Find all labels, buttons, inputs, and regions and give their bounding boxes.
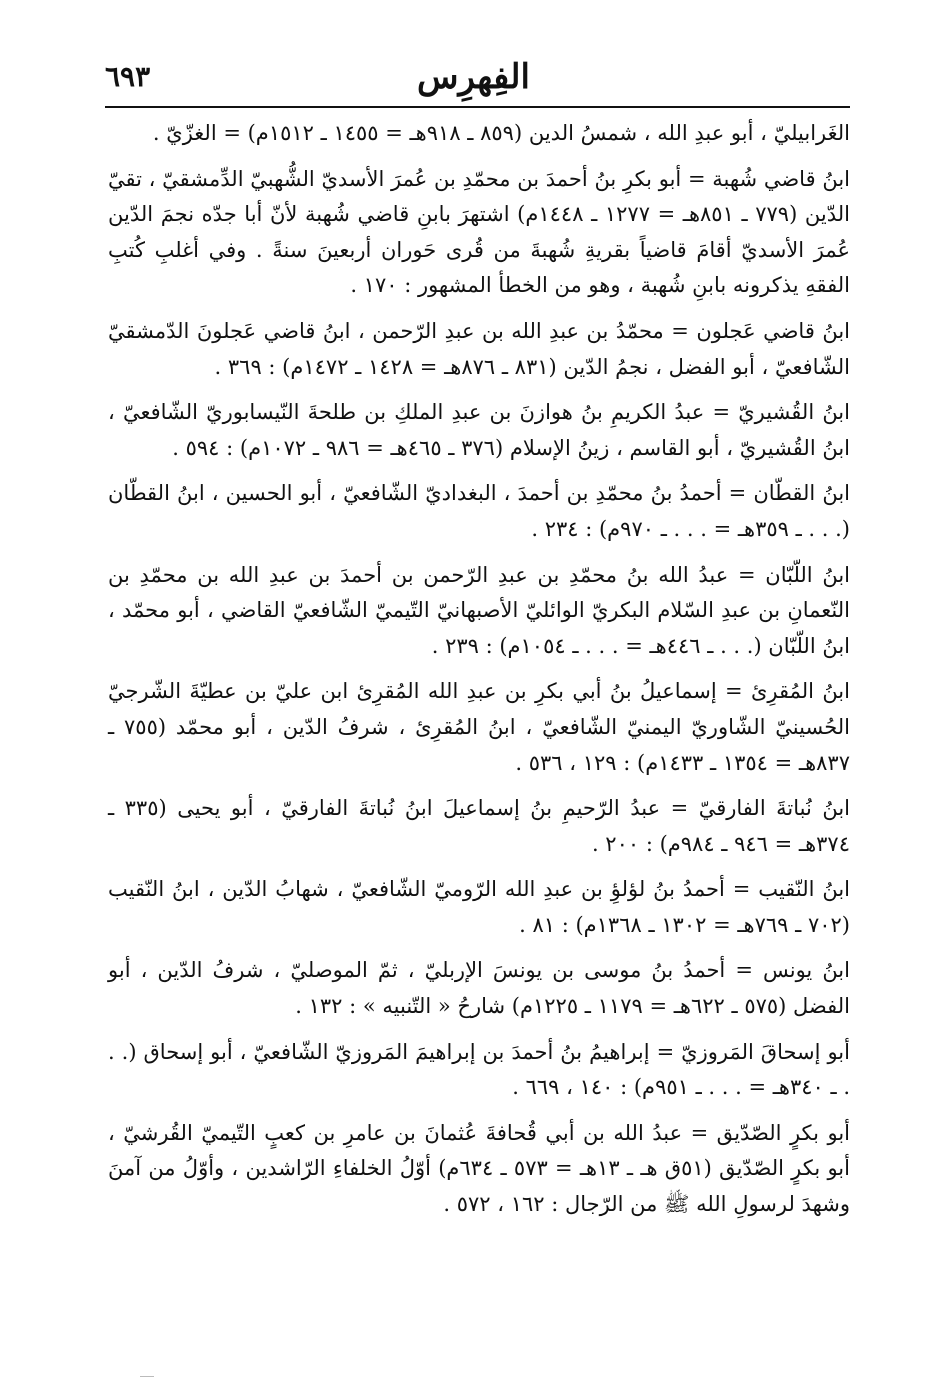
page-title: الفِهرِس — [417, 57, 530, 97]
index-entry: الغَرابيليّ ، أبو عبدِ الله ، شمسُ الدين (٨٥٩ ـ ٩١٨هـ = ١٤٥٥ ـ ١٥١٢م) = الغزّيّ . — [152, 121, 850, 145]
index-entry: ابنُ القطّان = أحمدُ بنُ محمّدِ بن أحمدَ ، البغداديّ الشّافعيّ ، أبو الحسين ، ابنُ القطّان (. . . ـ ٣٥٩هـ = . . . ـ ٩٧٠م) : ٢٣٤ . — [108, 481, 850, 541]
header-divider — [105, 106, 850, 108]
index-entry: ابنُ اللّبّان = عبدُ الله بنُ محمّدِ بن عبدِ الرّحمن بن أحمدَ بن عبدِ الله بن محمّدِ بن النّعمانِ بن عبدِ السّلام البكريّ الوائليّ الأصبهانيّ التّيميّ الشّافعيّ القاضي ، أبو محمّد ، ابنُ اللّبّان (. . . ـ ٤٤٦هـ = . . . ـ ١٠٥٤م) : ٢٣٩ . — [108, 562, 850, 658]
running-header — [105, 52, 850, 102]
page-number: ٦٩٣ — [105, 60, 151, 93]
index-entry: ابنُ نُباتةَ الفارقيّ = عبدُ الرّحيمِ بنُ إسماعيلَ ابنُ نُباتةَ الفارقيّ ، أبو يحيى (٣٣٥ ـ ٣٧٤هـ = ٩٤٦ ـ ٩٨٤م) : ٢٠٠ . — [108, 796, 851, 856]
index-entry: ابنُ النّقيب = أحمدُ بنُ لؤلؤِ بن عبدِ الله الرّوميّ الشّافعيّ ، شهابُ الدّين ، ابنُ النّقيب (٧٠٢ ـ ٧٦٩هـ = ١٣٠٢ ـ ١٣٦٨م) : ٨١ . — [108, 877, 850, 937]
index-entry: ابنُ قاضي شُهبة = أبو بكرِ بنُ أحمدَ بن محمّدِ بن عُمرَ الأسديّ الشُّهبيّ الدِّمشقيّ ، تقيّ الدّين (٧٧٩ ـ ٨٥١هـ = ١٢٧٧ ـ ١٤٤٨م) اشتهرَ بابنِ قاضي شُهبة لأنّ أبا جدّه نجمَ الدّين عُمرَ الأسديّ أقامَ قاضياً بقريةِ شُهبةَ من قُرى حَوران أربعينَ سنةً . وفي أغلبِ كُتبِ الفقهِ يذكرونه بابنِ شُهبة ، وهو من الخطأ المشهور : ١٧٠ . — [108, 166, 850, 298]
index-entry: ابنُ المُقرِئ = إسماعيلُ بنُ أبي بكرِ بن عبدِ الله المُقرِئ ابن عليّ بن عطيّةَ الشّرجيّ الحُسينيّ الشّاوريّ اليمنيّ الشّافعيّ ، ابنُ المُقرِئ ، شرفُ الدّين ، أبو محمّد (٧٥٥ ـ ٨٣٧هـ = ١٣٥٤ ـ ١٤٣٣م) : ١٢٩ ، ٥٣٦ . — [108, 679, 851, 775]
index-entry: ابنُ القُشيريّ = عبدُ الكريمِ بنُ هوازنَ بن عبدِ الملكِ بن طلحةَ النّيسابوريّ الشّافعيّ ، ابنُ القُشيريّ ، أبو القاسم ، زينُ الإسلام (٣٧٦ ـ ٤٦٥هـ = ٩٨٦ ـ ١٠٧٢م) : ٥٩٤ . — [108, 400, 850, 460]
index-entry: ابنُ يونس = أحمدُ بنُ موسى بن يونسَ الإربليّ ، ثمّ الموصليّ ، شرفُ الدّين ، أبو الفضل (٥٧٥ ـ ٦٢٢هـ = ١١٧٩ ـ ١٢٢٥م) شارحُ « التّنبيه » : ١٣٢ . — [108, 958, 850, 1019]
index-entry: أبو إسحاقَ المَروزيّ = إبراهيمُ بنُ أحمدَ بن إبراهيمَ المَروزيّ الشّافعيّ ، أبو إسحاق (. . . ـ ٣٤٠هـ = . . . ـ ٩٥١م) : ١٤٠ ، ٦٦٩ . — [108, 1039, 850, 1100]
footer-mark — [140, 1376, 154, 1377]
index-entries — [108, 116, 850, 1233]
index-entry: ابنُ قاضي عَجلون = محمّدُ بن عبدِ الله بن عبدِ الرّحمن ، ابنُ قاضي عَجلونَ الدّمشقيّ الشّافعيّ ، أبو الفضل ، نجمُ الدّين (٨٣١ ـ ٨٧٦هـ = ١٤٢٨ ـ ١٤٧٢م) : ٣٦٩ . — [108, 318, 850, 379]
index-entry: أبو بكرٍ الصّدّيق = عبدُ الله بن أبي قُحافةَ عُثمانَ بن عامرِ بن كعبٍ التّيميّ القُرشيّ ، أبو بكرٍ الصّدّيق (٥١ق هـ ـ ١٣هـ = ٥٧٣ ـ ٦٣٤م) أوّلُ الخلفاءِ الرّاشدين ، وأوّلُ من آمنَ وشهدَ لرسولِ الله ﷺ من الرّجال : ١٦٢ ، ٥٧٢ . — [108, 1120, 850, 1217]
